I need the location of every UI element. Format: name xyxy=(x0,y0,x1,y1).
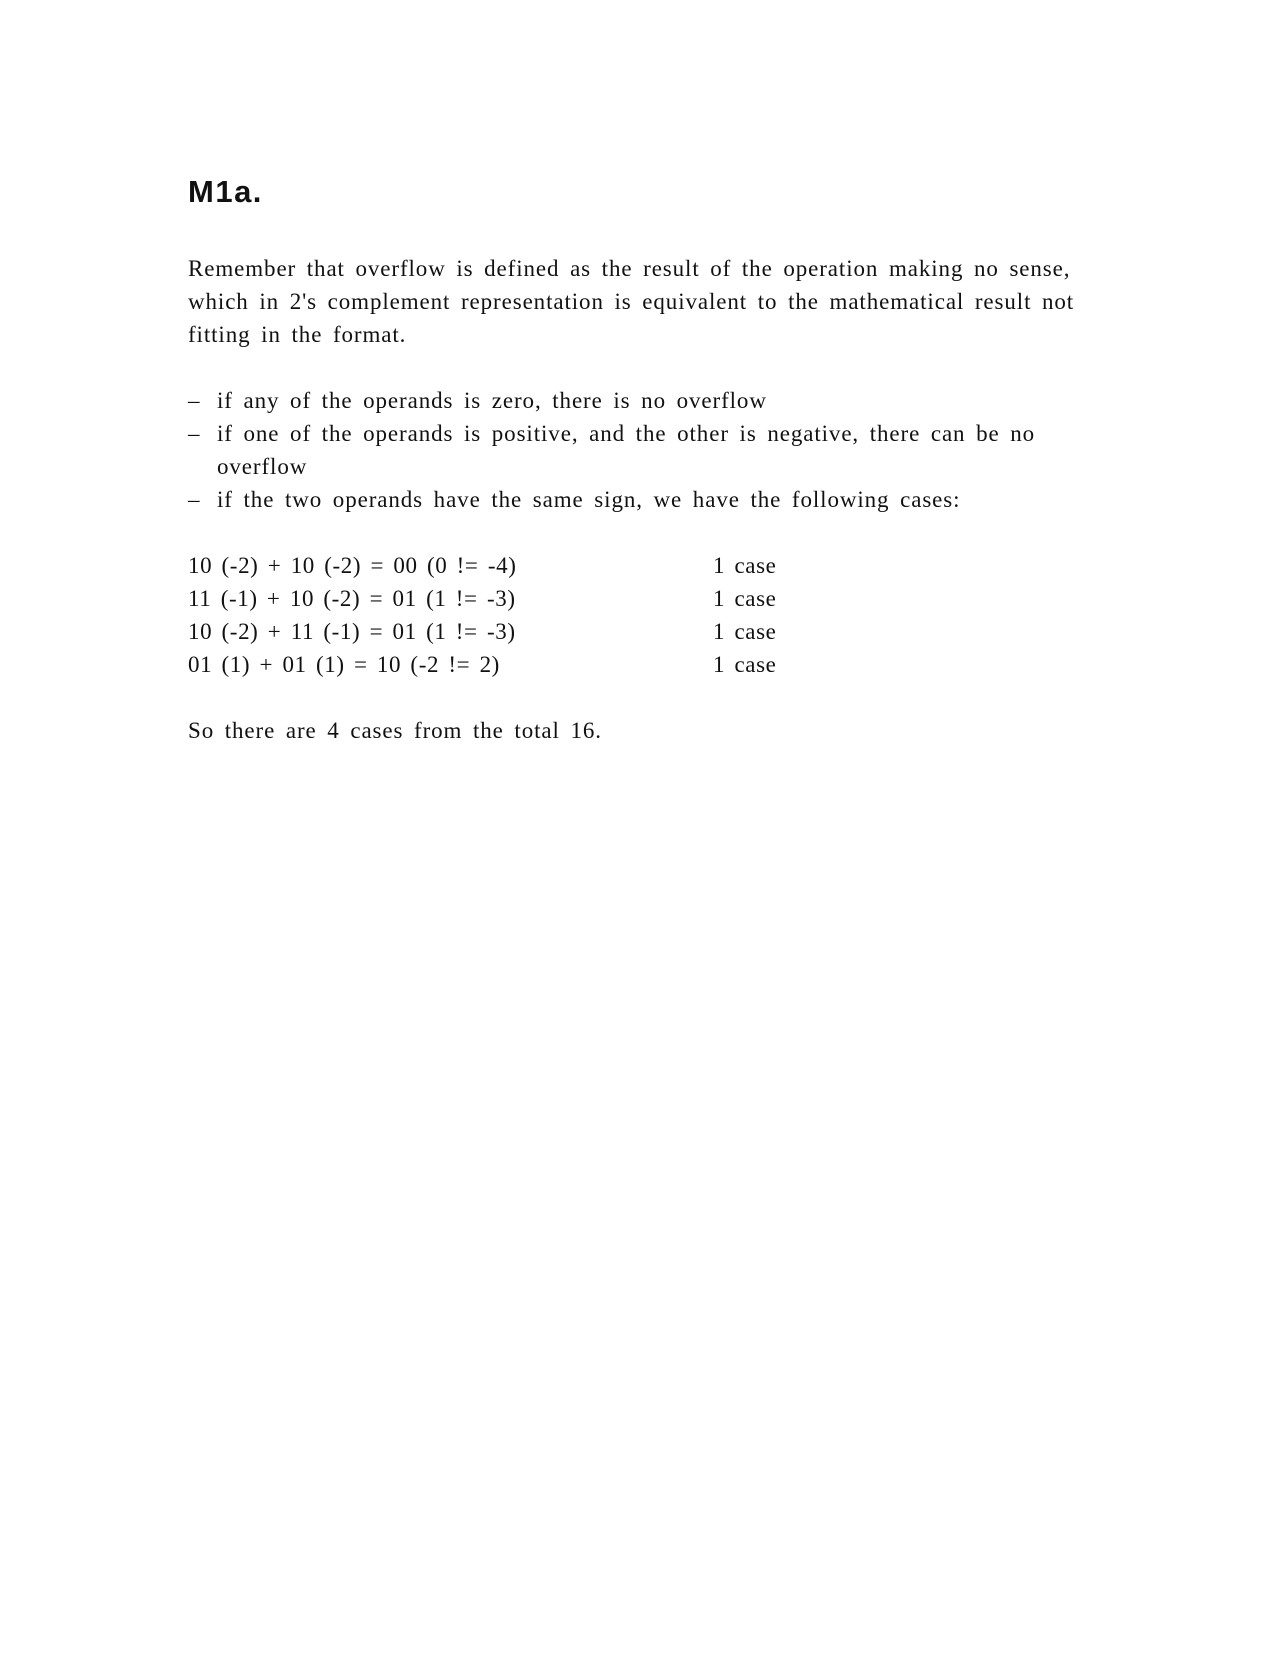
conclusion-paragraph: So there are 4 cases from the total 16. xyxy=(188,718,602,743)
list-item xyxy=(188,417,1108,483)
case-expression: 10 (-2) + 11 (-1) = 01 (1 != -3) xyxy=(188,619,516,644)
document-page xyxy=(188,172,1108,747)
case-row xyxy=(188,582,1108,615)
list-item xyxy=(188,384,1108,417)
overflow-cases-table xyxy=(188,549,1108,681)
list-item-text: if any of the operands is zero, there is no overflow xyxy=(217,388,767,413)
dash-bullet-icon: – xyxy=(188,421,201,446)
case-row xyxy=(188,549,1108,582)
case-count: 1 case xyxy=(713,619,777,644)
case-row xyxy=(188,648,1108,681)
dash-bullet-icon: – xyxy=(188,388,201,413)
problem-heading: M1a. xyxy=(188,174,263,209)
case-count: 1 case xyxy=(713,652,777,677)
case-expression: 01 (1) + 01 (1) = 10 (-2 != 2) xyxy=(188,652,500,677)
case-expression: 10 (-2) + 10 (-2) = 00 (0 != -4) xyxy=(188,553,517,578)
case-count: 1 case xyxy=(713,586,777,611)
list-item-text: if one of the operands is positive, and the other is negative, there can be no overflow xyxy=(217,421,1036,479)
case-count: 1 case xyxy=(713,553,777,578)
list-item-text: if the two operands have the same sign, we have the following cases: xyxy=(217,487,961,512)
case-expression: 11 (-1) + 10 (-2) = 01 (1 != -3) xyxy=(188,586,516,611)
list-item xyxy=(188,483,1108,516)
intro-paragraph: Remember that overflow is defined as the result of the operation making no sense, which in 2's complement representation is equivalent to the mathematical result not fitting in the format. xyxy=(188,256,1075,347)
dash-bullet-icon: – xyxy=(188,487,201,512)
case-row xyxy=(188,615,1108,648)
condition-list xyxy=(188,384,1108,516)
